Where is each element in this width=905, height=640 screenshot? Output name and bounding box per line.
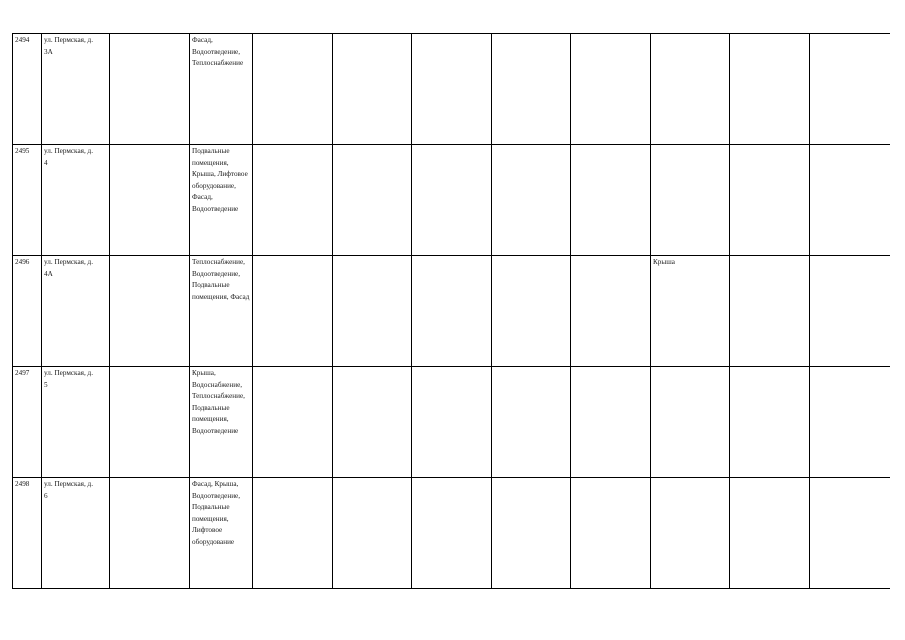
works-list-cell — [190, 256, 253, 367]
empty-cell — [492, 34, 571, 145]
table-row — [13, 256, 890, 367]
works-list-cell — [190, 478, 253, 589]
empty-cell — [333, 478, 412, 589]
empty-cell — [412, 34, 492, 145]
address-cell — [42, 478, 110, 589]
empty-cell — [730, 145, 810, 256]
empty-cell — [810, 34, 890, 145]
empty-cell — [253, 256, 333, 367]
table-row — [13, 367, 890, 478]
roof-cell — [651, 478, 730, 589]
empty-cell — [571, 34, 651, 145]
row-number-cell — [13, 145, 42, 256]
empty-cell — [571, 367, 651, 478]
empty-cell — [810, 478, 890, 589]
works-list-cell-text: Теплоснабжение, Водоотведение, Подвальные помещения, Фасад — [192, 258, 250, 301]
works-list-cell-text: Фасад, Водоотведение, Теплоснабжение — [192, 36, 244, 68]
empty-cell — [492, 145, 571, 256]
empty-cell — [571, 145, 651, 256]
table-body — [13, 34, 890, 589]
address-cell-text: ул. Пермская, д. 4А — [44, 258, 93, 278]
roof-cell — [651, 367, 730, 478]
empty-cell — [110, 34, 190, 145]
roof-cell-text: Крыша — [653, 258, 675, 266]
empty-cell — [730, 367, 810, 478]
works-table — [12, 33, 890, 589]
empty-cell — [253, 367, 333, 478]
empty-cell — [412, 478, 492, 589]
empty-cell — [412, 367, 492, 478]
row-number-cell — [13, 367, 42, 478]
empty-cell — [110, 367, 190, 478]
address-cell-text: ул. Пермская, д. 5 — [44, 369, 93, 389]
table-row — [13, 478, 890, 589]
works-list-cell-text: Подвальные помещения, Крыша, Лифтовое оборудование, Фасад, Водоотведение — [192, 147, 248, 213]
empty-cell — [730, 478, 810, 589]
empty-cell — [253, 145, 333, 256]
table-row — [13, 145, 890, 256]
empty-cell — [810, 256, 890, 367]
address-cell — [42, 256, 110, 367]
address-cell-text: ул. Пермская, д. 4 — [44, 147, 93, 167]
table-row — [13, 34, 890, 145]
empty-cell — [412, 145, 492, 256]
roof-cell — [651, 34, 730, 145]
empty-cell — [253, 478, 333, 589]
empty-cell — [492, 256, 571, 367]
empty-cell — [333, 367, 412, 478]
empty-cell — [253, 34, 333, 145]
works-list-cell — [190, 145, 253, 256]
works-list-cell-text: Крыша, Водоснабжение, Теплоснабжение, Подвальные помещения, Водоотведение — [192, 369, 245, 435]
row-number-cell-text: 2496 — [15, 258, 30, 266]
empty-cell — [333, 145, 412, 256]
empty-cell — [810, 367, 890, 478]
address-cell — [42, 145, 110, 256]
row-number-cell-text: 2495 — [15, 147, 30, 155]
empty-cell — [110, 256, 190, 367]
empty-cell — [110, 145, 190, 256]
row-number-cell-text: 2497 — [15, 369, 30, 377]
row-number-cell-text: 2498 — [15, 480, 30, 488]
roof-cell — [651, 145, 730, 256]
empty-cell — [333, 256, 412, 367]
address-cell-text: ул. Пермская, д. 6 — [44, 480, 93, 500]
empty-cell — [730, 34, 810, 145]
address-cell-text: ул. Пермская, д. 3А — [44, 36, 93, 56]
empty-cell — [571, 478, 651, 589]
works-list-cell — [190, 367, 253, 478]
empty-cell — [412, 256, 492, 367]
empty-cell — [492, 367, 571, 478]
roof-cell — [651, 256, 730, 367]
empty-cell — [333, 34, 412, 145]
address-cell — [42, 34, 110, 145]
empty-cell — [571, 256, 651, 367]
row-number-cell-text: 2494 — [15, 36, 30, 44]
works-list-cell-text: Фасад, Крыша, Водоотведение, Подвальные помещения, Лифтовое оборудование — [192, 480, 241, 546]
row-number-cell — [13, 478, 42, 589]
empty-cell — [810, 145, 890, 256]
empty-cell — [492, 478, 571, 589]
row-number-cell — [13, 34, 42, 145]
row-number-cell — [13, 256, 42, 367]
works-list-cell — [190, 34, 253, 145]
empty-cell — [110, 478, 190, 589]
empty-cell — [730, 256, 810, 367]
address-cell — [42, 367, 110, 478]
